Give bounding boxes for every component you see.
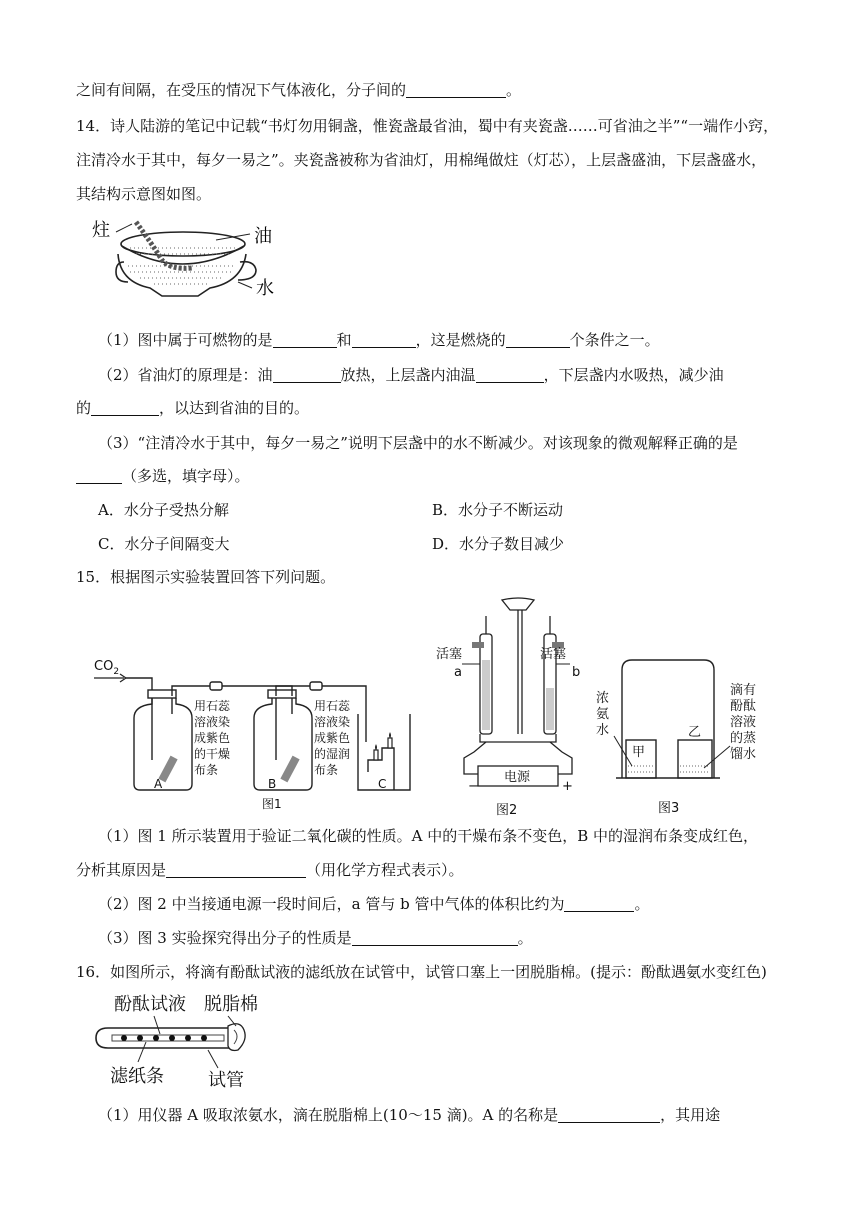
- q16-p1-text-b: ，其用途: [660, 1106, 721, 1124]
- svg-text:布条: 布条: [314, 763, 339, 777]
- svg-text:氨: 氨: [596, 707, 610, 722]
- q14-p2-text-b: 放热，上层盏内油温: [340, 366, 476, 384]
- svg-text:的蒸: 的蒸: [730, 731, 757, 746]
- power-label: 电源: [504, 770, 531, 785]
- q14-p2-text-c: ，下层盏内水吸热，减少油: [543, 366, 724, 384]
- phenol-drops: [121, 1035, 207, 1041]
- q15-p1-text-a: 分析其原因是: [76, 861, 167, 879]
- water-label: 水: [256, 278, 274, 299]
- q16-p1-text-a: （1）用仪器 A 吸取浓氨水，滴在脱脂棉上(10～15 滴)。A 的名称是: [98, 1106, 559, 1124]
- q14-stem-line-1: 14．诗人陆游的笔记中记载“书灯勿用铜盏，惟瓷盏最省油，蜀中有夹瓷盏……可省油之半”“一端作小窍，: [76, 117, 779, 135]
- svg-text:溶液染: 溶液染: [314, 715, 351, 729]
- filter-paper-label: 滤纸条: [110, 1066, 164, 1087]
- phenolphthalein-label: 酚酞试液: [114, 994, 186, 1015]
- figure-3-ammonia-diffusion: [592, 656, 768, 822]
- q15-part-1-line-1: （1）图 1 所示装置用于验证二氧化碳的性质。A 中的干燥布条不变色，B 中的湿润布条变成红色，: [98, 827, 759, 845]
- test-tube-label: 试管: [208, 1070, 244, 1091]
- fig2-caption: 图2: [496, 803, 518, 818]
- answer-blank[interactable]: [273, 331, 337, 348]
- q14-p1-text-d: 个条件之一。: [569, 331, 660, 349]
- q14-p3-text-b: （多选，填字母）。: [122, 467, 250, 485]
- q15-p3-text-b: 。: [517, 929, 533, 947]
- candle-high-icon: [388, 738, 392, 748]
- top-line-end: 。: [506, 81, 522, 99]
- q15-p2-text-a: （2）图 2 中当接通电源一段时间后，a 管与 b 管中气体的体积比约为: [98, 895, 565, 913]
- lamp-rim: [121, 232, 245, 256]
- valve-left-icon: [472, 642, 484, 648]
- svg-text:的湿润: 的湿润: [314, 747, 351, 761]
- q15-p3-text-a: （3）图 3 实验探究得出分子的性质是: [98, 929, 352, 947]
- tube-b-label: b: [572, 665, 581, 680]
- wet-strip-icon: [280, 756, 299, 783]
- answer-blank[interactable]: [166, 861, 306, 878]
- option-a[interactable]: A．水分子受热分解: [98, 501, 229, 519]
- answer-blank[interactable]: [76, 467, 122, 484]
- q15-part-2: [98, 893, 650, 915]
- label-a: A: [154, 777, 163, 791]
- figure-1-co2-apparatus: [92, 652, 422, 824]
- label-b: B: [268, 777, 277, 791]
- option-b[interactable]: B．水分子不断运动: [432, 501, 564, 519]
- large-beaker: [622, 660, 714, 778]
- co2-label: $CO_2$: [94, 659, 120, 677]
- wick-label: 炷: [92, 220, 110, 241]
- candle-low-icon: [374, 750, 378, 760]
- q15-stem: 15．根据图示实验装置回答下列问题。: [76, 568, 336, 586]
- answer-blank[interactable]: [352, 929, 518, 946]
- yi-label: 乙: [688, 725, 702, 740]
- cotton-label: 脱脂棉: [204, 994, 258, 1015]
- oil-lamp-figure: [90, 214, 290, 304]
- fig1-caption: 图1: [262, 797, 282, 811]
- svg-text:滴有: 滴有: [730, 683, 757, 698]
- q14-p1-text-c: ，这是燃烧的: [415, 331, 506, 349]
- top-line-text: 之间有间隔，在受压的情况下气体液化，分子间的: [76, 81, 407, 99]
- q14-p2-text-a: （2）省油灯的原理是：油: [98, 366, 273, 384]
- answer-blank[interactable]: [406, 81, 506, 98]
- answer-blank[interactable]: [506, 331, 570, 348]
- svg-text:溶液: 溶液: [730, 715, 757, 730]
- connector: [310, 682, 322, 690]
- svg-text:成紫色: 成紫色: [314, 731, 351, 745]
- svg-text:溶液染: 溶液染: [194, 715, 231, 729]
- q14-part-1: [98, 329, 660, 351]
- svg-text:布条: 布条: [194, 763, 219, 777]
- fig3-caption: 图3: [658, 801, 680, 816]
- option-d[interactable]: D．水分子数目减少: [432, 535, 565, 553]
- answer-blank[interactable]: [564, 895, 634, 912]
- filter-paper-strip: [112, 1035, 224, 1041]
- q14-part-2: [98, 364, 724, 386]
- figure-2-electrolysis: [434, 594, 584, 822]
- q14-p2-text-e: ，以达到省油的目的。: [159, 399, 310, 417]
- q14-part-3: （3）“注清冷水于其中，每夕一易之”说明下层盏中的水不断减少。对该现象的微观解释正确的是: [98, 434, 738, 452]
- q15-p1-text-b: （用化学方程式表示）。: [306, 861, 464, 879]
- svg-text:酚酞: 酚酞: [730, 699, 757, 714]
- answer-blank[interactable]: [476, 366, 544, 383]
- q14-stem-line-2: 注清冷水于其中，每夕一易之”。夹瓷盏被称为省油灯，用棉绳做炷（灯芯），上层盏盛油，下层盏盛水，: [76, 151, 767, 169]
- answer-blank[interactable]: [273, 366, 341, 383]
- svg-text:的干燥: 的干燥: [194, 747, 231, 761]
- wick-icon: [136, 222, 192, 268]
- lamp-upper-bowl: [122, 246, 244, 264]
- svg-text:用石蕊: 用石蕊: [194, 699, 231, 713]
- svg-text:成紫色: 成紫色: [194, 731, 231, 745]
- test-tube: [96, 1028, 234, 1048]
- q15-part-1-line-2: [76, 859, 464, 881]
- svg-text:+: +: [562, 779, 573, 794]
- svg-text:浓: 浓: [596, 691, 610, 706]
- jia-label: 甲: [632, 745, 646, 760]
- q15-p2-text-b: 。: [634, 895, 650, 913]
- svg-text:水: 水: [596, 723, 610, 738]
- svg-text:−: −: [468, 779, 479, 794]
- answer-blank[interactable]: [558, 1106, 660, 1123]
- q15-part-3: [98, 927, 533, 949]
- valve-left-label: 活塞: [436, 647, 463, 662]
- q14-p2-text-d: 的: [76, 399, 92, 417]
- top-line: [76, 79, 521, 101]
- q14-part-3-cont: [76, 465, 250, 487]
- answer-blank[interactable]: [91, 399, 159, 416]
- lamp-left-handle: [116, 262, 128, 282]
- q16-stem: 16．如图所示，将滴有酚酞试液的滤纸放在试管中，试管口塞上一团脱脂棉。(提示：酚酞遇氨水变红色): [76, 963, 767, 981]
- q16-part-1: [98, 1104, 720, 1126]
- option-c[interactable]: C．水分子间隔变大: [98, 535, 230, 553]
- svg-text:馏水: 馏水: [730, 747, 757, 762]
- q14-stem-line-3: 其结构示意图如图。: [76, 185, 212, 203]
- funnel: [502, 598, 534, 610]
- oil-label: 油: [254, 226, 272, 247]
- q14-p1-text-a: （1）图中属于可燃物的是: [98, 331, 273, 349]
- connector: [210, 682, 222, 690]
- valve-right-label: 活塞: [540, 647, 567, 662]
- q14-part-2-cont: [76, 397, 309, 419]
- tube-a-label: a: [454, 665, 462, 680]
- answer-blank[interactable]: [352, 331, 416, 348]
- svg-text:用石蕊: 用石蕊: [314, 699, 351, 713]
- lamp-lower-bowl: [118, 254, 246, 296]
- q14-p1-text-b: 和: [336, 331, 352, 349]
- label-c: C: [378, 777, 387, 791]
- test-tube-figure: [88, 990, 268, 1094]
